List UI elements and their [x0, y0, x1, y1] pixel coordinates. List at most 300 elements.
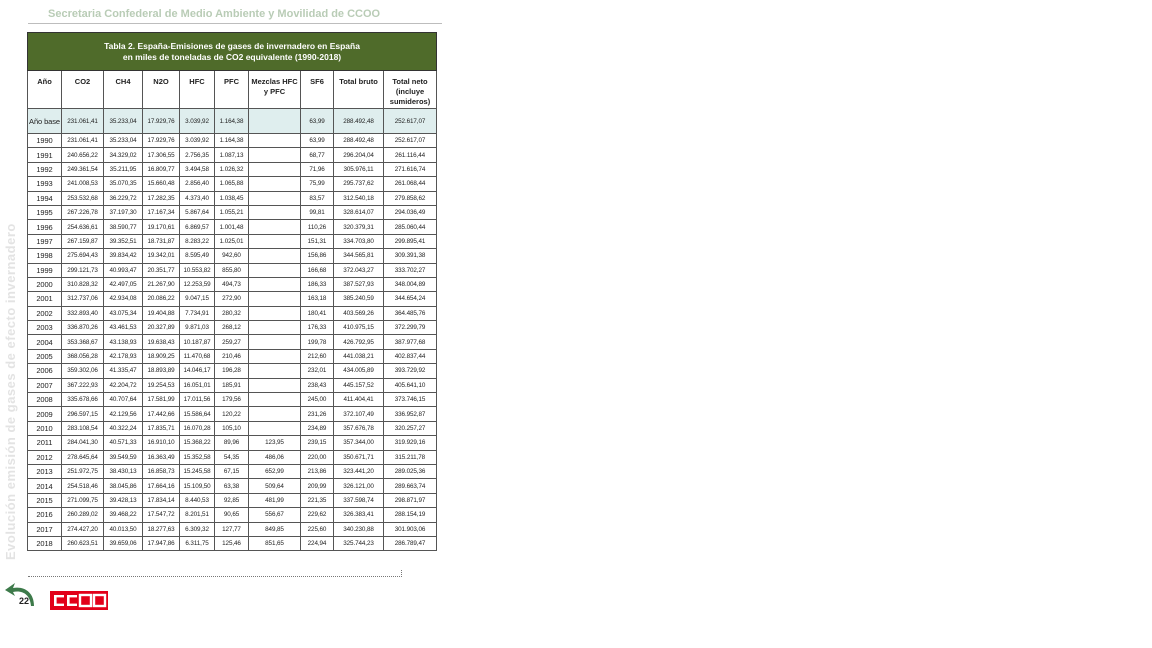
value-cell: 556,67: [249, 508, 301, 522]
value-cell: 110,26: [301, 220, 334, 234]
value-cell: 166,68: [301, 263, 334, 277]
value-cell: 372.107,49: [334, 407, 384, 421]
value-cell: 274.427,20: [62, 522, 104, 536]
value-cell: 16.070,28: [180, 421, 215, 435]
value-cell: 39.468,22: [104, 508, 143, 522]
value-cell: 231.061,41: [62, 109, 104, 134]
table-row: [28, 177, 437, 191]
value-cell: 326.121,00: [334, 479, 384, 493]
value-cell: 39.659,06: [104, 536, 143, 550]
value-cell: 298.871,97: [384, 493, 437, 507]
value-cell: 7.734,91: [180, 306, 215, 320]
value-cell: 36.229,72: [104, 191, 143, 205]
table-row: [28, 249, 437, 263]
value-cell: 19.254,53: [143, 378, 180, 392]
year-cell: 2011: [28, 436, 62, 450]
value-cell: 278.645,64: [62, 450, 104, 464]
value-cell: 35.211,95: [104, 162, 143, 176]
table-row: [28, 378, 437, 392]
value-cell: 37.197,30: [104, 205, 143, 219]
year-cell: 2012: [28, 450, 62, 464]
value-cell: [249, 263, 301, 277]
value-cell: 18.893,89: [143, 364, 180, 378]
value-cell: 2.756,35: [180, 148, 215, 162]
value-cell: 285.060,44: [384, 220, 437, 234]
value-cell: 127,77: [215, 522, 249, 536]
value-cell: 357.676,78: [334, 421, 384, 435]
value-cell: 19.342,01: [143, 249, 180, 263]
value-cell: 445.157,52: [334, 378, 384, 392]
value-cell: 225,60: [301, 522, 334, 536]
page-number: 22: [19, 596, 30, 606]
ccoo-logo: [50, 591, 108, 610]
value-cell: 4.373,40: [180, 191, 215, 205]
value-cell: 254.518,46: [62, 479, 104, 493]
year-cell: 2009: [28, 407, 62, 421]
value-cell: 2.856,40: [180, 177, 215, 191]
value-cell: 20.086,22: [143, 292, 180, 306]
value-cell: 9.047,15: [180, 292, 215, 306]
value-cell: 332.893,40: [62, 306, 104, 320]
value-cell: 368.056,28: [62, 349, 104, 363]
value-cell: 54,35: [215, 450, 249, 464]
table-row: [28, 306, 437, 320]
value-cell: 20.327,89: [143, 321, 180, 335]
value-cell: 35.233,04: [104, 109, 143, 134]
value-cell: 310.828,32: [62, 277, 104, 291]
value-cell: 42.129,56: [104, 407, 143, 421]
value-cell: 40.013,50: [104, 522, 143, 536]
value-cell: 1.164,38: [215, 134, 249, 148]
value-cell: 254.636,61: [62, 220, 104, 234]
value-cell: 99,81: [301, 205, 334, 219]
value-cell: 221,35: [301, 493, 334, 507]
value-cell: 260.289,02: [62, 508, 104, 522]
value-cell: [249, 421, 301, 435]
value-cell: 249.361,54: [62, 162, 104, 176]
value-cell: 15.660,48: [143, 177, 180, 191]
value-cell: 75,99: [301, 177, 334, 191]
value-cell: 337.598,74: [334, 493, 384, 507]
value-cell: 240.656,22: [62, 148, 104, 162]
year-cell: 1998: [28, 249, 62, 263]
value-cell: [249, 292, 301, 306]
table-row: [28, 407, 437, 421]
value-cell: [249, 234, 301, 248]
value-cell: 326.383,41: [334, 508, 384, 522]
value-cell: 261.116,44: [384, 148, 437, 162]
value-cell: 9.871,03: [180, 321, 215, 335]
value-cell: 289.663,74: [384, 479, 437, 493]
value-cell: 229,62: [301, 508, 334, 522]
value-cell: [249, 191, 301, 205]
value-cell: 350.671,71: [334, 450, 384, 464]
value-cell: 288.492,48: [334, 134, 384, 148]
value-cell: [249, 220, 301, 234]
value-cell: 185,91: [215, 378, 249, 392]
value-cell: 212,60: [301, 349, 334, 363]
year-cell: Año base: [28, 109, 62, 134]
value-cell: 271.616,74: [384, 162, 437, 176]
year-cell: 2010: [28, 421, 62, 435]
year-cell: 1991: [28, 148, 62, 162]
sidebar-vertical-title: [3, 223, 19, 576]
value-cell: 180,41: [301, 306, 334, 320]
value-cell: 3.039,92: [180, 109, 215, 134]
value-cell: 280,32: [215, 306, 249, 320]
value-cell: 855,80: [215, 263, 249, 277]
value-cell: 43.461,53: [104, 321, 143, 335]
value-cell: 283.108,54: [62, 421, 104, 435]
value-cell: 39.549,59: [104, 450, 143, 464]
value-cell: 3.494,58: [180, 162, 215, 176]
value-cell: 1.001,48: [215, 220, 249, 234]
table-title-line2: en miles de toneladas de CO2 equivalente (1990-2018): [122, 51, 342, 62]
sidebar-text: Evolución emisión de gases de efecto invernadero: [3, 223, 18, 560]
value-cell: 19.404,88: [143, 306, 180, 320]
value-cell: 42.934,08: [104, 292, 143, 306]
value-cell: 259,27: [215, 335, 249, 349]
value-cell: [249, 249, 301, 263]
value-cell: 245,00: [301, 393, 334, 407]
value-cell: 652,99: [249, 464, 301, 478]
value-cell: 296.597,15: [62, 407, 104, 421]
value-cell: 63,38: [215, 479, 249, 493]
value-cell: 234,89: [301, 421, 334, 435]
value-cell: 176,33: [301, 321, 334, 335]
value-cell: 411.404,41: [334, 393, 384, 407]
value-cell: 19.638,43: [143, 335, 180, 349]
table-header-row: [28, 71, 437, 109]
year-cell: 1993: [28, 177, 62, 191]
year-cell: 1997: [28, 234, 62, 248]
table-row: [28, 493, 437, 507]
year-cell: 2013: [28, 464, 62, 478]
value-cell: 10.187,87: [180, 335, 215, 349]
table-row: [28, 109, 437, 134]
value-cell: 17.282,35: [143, 191, 180, 205]
table-row: [28, 292, 437, 306]
value-cell: 353.368,67: [62, 335, 104, 349]
table-row: [28, 349, 437, 363]
section-header: Secretaria Confederal de Medio Ambiente y Movilidad de CCOO: [48, 8, 381, 20]
value-cell: 288.492,48: [334, 109, 384, 134]
value-cell: 39.834,42: [104, 249, 143, 263]
dotted-guide-line: [28, 570, 402, 577]
value-cell: 196,28: [215, 364, 249, 378]
value-cell: 387.527,93: [334, 277, 384, 291]
value-cell: 1.065,88: [215, 177, 249, 191]
value-cell: 16.051,01: [180, 378, 215, 392]
value-cell: 213,86: [301, 464, 334, 478]
value-cell: 105,10: [215, 421, 249, 435]
value-cell: 40.707,64: [104, 393, 143, 407]
value-cell: 364.485,76: [384, 306, 437, 320]
value-cell: 224,94: [301, 536, 334, 550]
value-cell: 441.038,21: [334, 349, 384, 363]
value-cell: [249, 109, 301, 134]
value-cell: 39.428,13: [104, 493, 143, 507]
value-cell: 319.929,16: [384, 436, 437, 450]
value-cell: [249, 393, 301, 407]
table-body: [28, 109, 437, 551]
value-cell: 16.910,10: [143, 436, 180, 450]
column-header: HFC: [180, 71, 215, 109]
value-cell: 261.068,44: [384, 177, 437, 191]
year-cell: 1992: [28, 162, 62, 176]
value-cell: 17.167,34: [143, 205, 180, 219]
table-row: [28, 321, 437, 335]
value-cell: 17.306,55: [143, 148, 180, 162]
value-cell: 8.595,49: [180, 249, 215, 263]
emissions-table-container: [27, 32, 436, 551]
column-header: PFC: [215, 71, 249, 109]
value-cell: 16.858,73: [143, 464, 180, 478]
table-row: [28, 436, 437, 450]
value-cell: 43.075,34: [104, 306, 143, 320]
year-cell: 1996: [28, 220, 62, 234]
value-cell: [249, 177, 301, 191]
value-cell: 357.344,00: [334, 436, 384, 450]
value-cell: 267.159,87: [62, 234, 104, 248]
year-cell: 2007: [28, 378, 62, 392]
value-cell: 260.623,51: [62, 536, 104, 550]
value-cell: 239,15: [301, 436, 334, 450]
value-cell: 344.565,81: [334, 249, 384, 263]
value-cell: 367.222,93: [62, 378, 104, 392]
column-header: Mezclas HFC y PFC: [249, 71, 301, 109]
emissions-table: [27, 32, 437, 551]
value-cell: 18.731,87: [143, 234, 180, 248]
value-cell: 1.087,13: [215, 148, 249, 162]
value-cell: 295.737,62: [334, 177, 384, 191]
value-cell: [249, 277, 301, 291]
value-cell: 336.952,87: [384, 407, 437, 421]
column-header: N2O: [143, 71, 180, 109]
value-cell: 231.061,41: [62, 134, 104, 148]
header-divider: [28, 23, 442, 24]
value-cell: 186,33: [301, 277, 334, 291]
value-cell: 209,99: [301, 479, 334, 493]
table-row: [28, 393, 437, 407]
value-cell: 14.046,17: [180, 364, 215, 378]
value-cell: 426.792,95: [334, 335, 384, 349]
year-cell: 2008: [28, 393, 62, 407]
value-cell: 252.617,07: [384, 109, 437, 134]
value-cell: 15.586,64: [180, 407, 215, 421]
value-cell: 231,26: [301, 407, 334, 421]
table-row: [28, 479, 437, 493]
value-cell: 3.039,92: [180, 134, 215, 148]
value-cell: 40.322,24: [104, 421, 143, 435]
value-cell: 359.302,06: [62, 364, 104, 378]
table-row: [28, 522, 437, 536]
year-cell: 1999: [28, 263, 62, 277]
table-row: [28, 450, 437, 464]
value-cell: 8.440,53: [180, 493, 215, 507]
value-cell: 18.277,63: [143, 522, 180, 536]
value-cell: 494,73: [215, 277, 249, 291]
value-cell: 17.664,16: [143, 479, 180, 493]
value-cell: 41.335,47: [104, 364, 143, 378]
value-cell: 16.363,49: [143, 450, 180, 464]
year-cell: 1995: [28, 205, 62, 219]
value-cell: 17.947,86: [143, 536, 180, 550]
value-cell: 344.654,24: [384, 292, 437, 306]
value-cell: 38.430,13: [104, 464, 143, 478]
table-row: [28, 191, 437, 205]
value-cell: 17.581,99: [143, 393, 180, 407]
value-cell: 348.004,89: [384, 277, 437, 291]
value-cell: 393.729,92: [384, 364, 437, 378]
value-cell: 83,57: [301, 191, 334, 205]
table-row: [28, 205, 437, 219]
value-cell: 19.170,61: [143, 220, 180, 234]
table-row: [28, 263, 437, 277]
value-cell: 17.442,66: [143, 407, 180, 421]
value-cell: 8.201,51: [180, 508, 215, 522]
table-row: [28, 162, 437, 176]
year-cell: 2001: [28, 292, 62, 306]
value-cell: 6.309,32: [180, 522, 215, 536]
value-cell: 17.929,76: [143, 109, 180, 134]
table-row: [28, 364, 437, 378]
value-cell: 373.746,15: [384, 393, 437, 407]
value-cell: 403.569,26: [334, 306, 384, 320]
year-cell: 2015: [28, 493, 62, 507]
value-cell: 268,12: [215, 321, 249, 335]
value-cell: 320.379,31: [334, 220, 384, 234]
value-cell: 296.204,04: [334, 148, 384, 162]
value-cell: 238,43: [301, 378, 334, 392]
value-cell: 1.026,32: [215, 162, 249, 176]
value-cell: 17.929,76: [143, 134, 180, 148]
value-cell: 271.099,75: [62, 493, 104, 507]
year-cell: 2017: [28, 522, 62, 536]
value-cell: 151,31: [301, 234, 334, 248]
table-row: [28, 421, 437, 435]
value-cell: 42.497,05: [104, 277, 143, 291]
value-cell: 402.837,44: [384, 349, 437, 363]
value-cell: 851,65: [249, 536, 301, 550]
table-row: [28, 148, 437, 162]
value-cell: 6.869,57: [180, 220, 215, 234]
value-cell: 312.540,18: [334, 191, 384, 205]
value-cell: [249, 349, 301, 363]
value-cell: 179,56: [215, 393, 249, 407]
value-cell: 481,99: [249, 493, 301, 507]
value-cell: 312.737,06: [62, 292, 104, 306]
value-cell: 335.678,66: [62, 393, 104, 407]
value-cell: [249, 407, 301, 421]
value-cell: 156,86: [301, 249, 334, 263]
table-row: [28, 335, 437, 349]
value-cell: 279.858,62: [384, 191, 437, 205]
value-cell: 387.977,68: [384, 335, 437, 349]
value-cell: 334.703,80: [334, 234, 384, 248]
value-cell: 305.976,11: [334, 162, 384, 176]
value-cell: 5.867,64: [180, 205, 215, 219]
value-cell: 15.352,58: [180, 450, 215, 464]
value-cell: 71,96: [301, 162, 334, 176]
value-cell: 294.036,49: [384, 205, 437, 219]
value-cell: 251.972,75: [62, 464, 104, 478]
value-cell: 328.614,07: [334, 205, 384, 219]
value-cell: 434.005,89: [334, 364, 384, 378]
value-cell: 40.571,33: [104, 436, 143, 450]
value-cell: 1.038,45: [215, 191, 249, 205]
value-cell: 849,85: [249, 522, 301, 536]
value-cell: 942,60: [215, 249, 249, 263]
table-row: [28, 536, 437, 550]
value-cell: 17.835,71: [143, 421, 180, 435]
year-cell: 2002: [28, 306, 62, 320]
value-cell: [249, 134, 301, 148]
value-cell: 284.041,30: [62, 436, 104, 450]
value-cell: 12.253,59: [180, 277, 215, 291]
value-cell: 11.470,68: [180, 349, 215, 363]
table-title-row: [28, 33, 437, 71]
year-cell: 2000: [28, 277, 62, 291]
value-cell: 252.617,07: [384, 134, 437, 148]
value-cell: 35.233,04: [104, 134, 143, 148]
table-row: [28, 464, 437, 478]
value-cell: 42.204,72: [104, 378, 143, 392]
column-header: Total neto (incluye sumideros): [384, 71, 437, 109]
value-cell: 405.641,10: [384, 378, 437, 392]
value-cell: 10.553,82: [180, 263, 215, 277]
value-cell: 286.789,47: [384, 536, 437, 550]
value-cell: [249, 335, 301, 349]
value-cell: 275.694,43: [62, 249, 104, 263]
table-title: [28, 33, 437, 71]
column-header: Total bruto: [334, 71, 384, 109]
value-cell: 509,64: [249, 479, 301, 493]
value-cell: 35.070,35: [104, 177, 143, 191]
value-cell: 289.025,36: [384, 464, 437, 478]
value-cell: [249, 205, 301, 219]
value-cell: 125,46: [215, 536, 249, 550]
value-cell: 210,46: [215, 349, 249, 363]
table-row: [28, 220, 437, 234]
year-cell: 1994: [28, 191, 62, 205]
value-cell: 333.702,27: [384, 263, 437, 277]
value-cell: 17.547,72: [143, 508, 180, 522]
year-cell: 2016: [28, 508, 62, 522]
value-cell: 267.226,78: [62, 205, 104, 219]
value-cell: 272,90: [215, 292, 249, 306]
value-cell: 16.809,77: [143, 162, 180, 176]
value-cell: 1.164,38: [215, 109, 249, 134]
column-header: SF6: [301, 71, 334, 109]
value-cell: 34.329,02: [104, 148, 143, 162]
value-cell: 301.903,06: [384, 522, 437, 536]
value-cell: 1.025,01: [215, 234, 249, 248]
value-cell: 336.870,26: [62, 321, 104, 335]
value-cell: 325.744,23: [334, 536, 384, 550]
value-cell: 18.909,25: [143, 349, 180, 363]
value-cell: 315.211,78: [384, 450, 437, 464]
value-cell: 63,99: [301, 134, 334, 148]
year-cell: 2003: [28, 321, 62, 335]
year-cell: 2018: [28, 536, 62, 550]
year-cell: 2005: [28, 349, 62, 363]
value-cell: 38.045,86: [104, 479, 143, 493]
value-cell: 89,96: [215, 436, 249, 450]
value-cell: 20.351,77: [143, 263, 180, 277]
value-cell: 1.055,21: [215, 205, 249, 219]
value-cell: 340.230,88: [334, 522, 384, 536]
